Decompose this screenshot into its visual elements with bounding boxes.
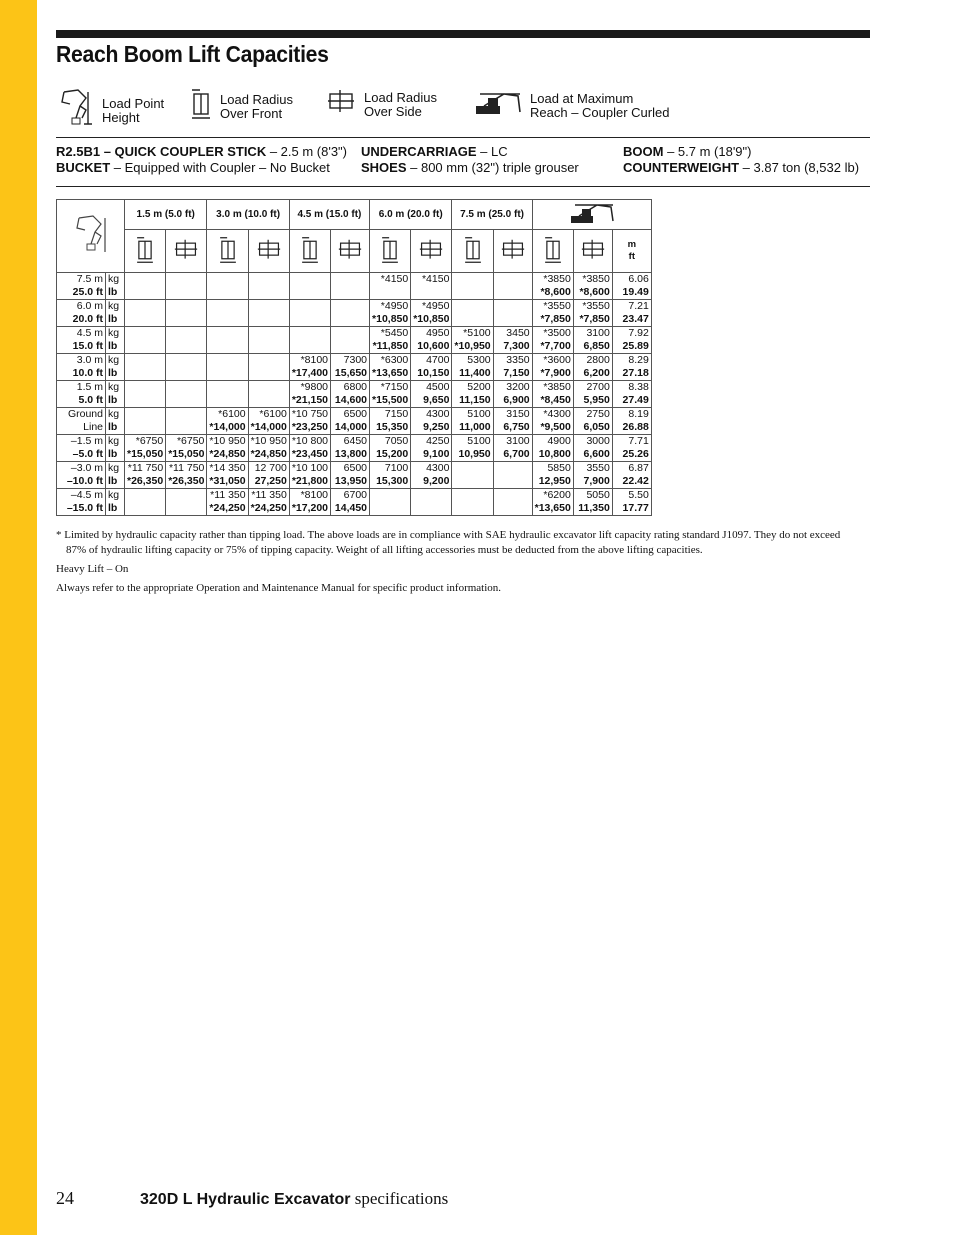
capacity-cell: 7150 15,350 [370,408,411,435]
unit-label: kg lb [106,381,125,408]
side-icon-col-4 [411,230,452,273]
capacity-cell [125,327,166,354]
load-at-maximum-reach-icon [474,88,522,123]
capacity-cell [166,489,207,516]
capacity-cell [125,300,166,327]
capacity-cell: 6.87 22.42 [612,462,651,489]
unit-label: kg lb [106,489,125,516]
capacity-cell [452,462,493,489]
capacity-cell: 4900 10,800 [532,435,573,462]
capacity-cell: 6450 13,800 [331,435,370,462]
side-icon-max-reach [573,230,612,273]
capacity-cell: 4500 9,650 [411,381,452,408]
unit-label: kg lb [106,354,125,381]
front-icon-col-3 [289,230,330,273]
reach-unit-header: m ft [612,230,651,273]
capacity-cell: 7.71 25.26 [612,435,651,462]
top-rule [56,30,870,38]
side-icon-col-2 [248,230,289,273]
legend-item-max-reach: Load at Maximum Reach – Coupler Curled [474,88,669,123]
table-row [57,408,652,435]
load-radius-over-front-icon [190,88,212,125]
capacity-cell: *3850 *8,450 [532,381,573,408]
capacity-cell: *10 100 *21,800 [289,462,330,489]
capacity-cell: 8.19 26.88 [612,408,651,435]
capacity-cell [493,462,532,489]
load-radius-over-side-icon [326,88,356,121]
capacity-cell: 5100 10,950 [452,435,493,462]
capacity-cell: 3100 6,700 [493,435,532,462]
radius-header-2: 3.0 m (10.0 ft) [207,200,289,230]
capacity-cell: 6700 14,450 [331,489,370,516]
capacity-cell: *10 800 *23,450 [289,435,330,462]
capacity-cell: *3850 *8,600 [573,273,612,300]
capacity-cell: *6750 *15,050 [125,435,166,462]
legend [56,88,870,136]
note-manual: Always refer to the appropriate Operation and Maintenance Manual for specific product information. [56,582,502,594]
capacity-cell: *5100 *10,950 [452,327,493,354]
capacity-cell [452,300,493,327]
capacity-cell [166,408,207,435]
load-point-height-icon [58,88,94,133]
capacity-cell: 7050 15,200 [370,435,411,462]
capacity-cell [370,489,411,516]
table-row [57,435,652,462]
capacity-cell: 5100 11,000 [452,408,493,435]
capacity-cell: 12 700 27,250 [248,462,289,489]
capacity-cell: 5.50 17.77 [612,489,651,516]
table-row [57,300,652,327]
front-icon-col-2 [207,230,248,273]
spec-boom-counterweight: BOOM – 5.7 m (18'9") COUNTERWEIGHT – 3.87 ton (8,532 lb) [623,144,860,175]
capacity-cell: *14 350 *31,050 [207,462,248,489]
capacity-cell: 2700 5,950 [573,381,612,408]
capacity-cell: 3100 6,850 [573,327,612,354]
capacity-cell: 6.06 19.49 [612,273,651,300]
unit-label: kg lb [106,435,125,462]
specs-rule [56,186,870,187]
capacity-cell [331,327,370,354]
capacity-cell: 3550 7,900 [573,462,612,489]
capacity-cell [493,273,532,300]
legend-item-radius-front: Load Radius Over Front [190,88,293,125]
capacity-cell [493,489,532,516]
capacity-cell: 5050 11,350 [573,489,612,516]
table-row [57,327,652,354]
capacity-cell: *3550 *7,850 [532,300,573,327]
height-label: –3.0 m –10.0 ft [57,462,106,489]
unit-label: kg lb [106,408,125,435]
capacity-cell [289,327,330,354]
table-row [57,381,652,408]
capacity-cell: *6300 *13,650 [370,354,411,381]
notes [56,528,856,600]
note-hydraulic-capacity: * Limited by hydraulic capacity rather than tipping load. The above loads are in compliance with SAE hydraulic excavator lift capacity rating standard J1097. They do not exceed 87% of hydraulic lifting capacity or 75% of tipping capacity. Weight of all lifting accessories must be deducted from the above lifting capacities. [56,529,841,556]
height-label: Ground Line [57,408,106,435]
capacity-cell [125,354,166,381]
height-label: 3.0 m 10.0 ft [57,354,106,381]
capacity-cell: 5850 12,950 [532,462,573,489]
radius-header-1: 1.5 m (5.0 ft) [125,200,207,230]
radius-header-3: 4.5 m (15.0 ft) [289,200,369,230]
unit-label: kg lb [106,327,125,354]
capacity-cell [125,381,166,408]
capacity-cell [248,354,289,381]
capacity-cell: 7300 15,650 [331,354,370,381]
capacity-cell: 7.92 25.89 [612,327,651,354]
table-row [57,462,652,489]
capacity-cell: *10 750 *23,250 [289,408,330,435]
radius-header-4: 6.0 m (20.0 ft) [370,200,452,230]
unit-label: kg lb [106,462,125,489]
capacity-cell: 3150 6,750 [493,408,532,435]
capacity-cell: 4950 10,600 [411,327,452,354]
table-row [57,273,652,300]
capacity-cell [207,300,248,327]
capacity-cell: 5300 11,400 [452,354,493,381]
capacity-cell: *7150 *15,500 [370,381,411,408]
capacity-cell: *11 350 *24,250 [207,489,248,516]
radius-header-5: 7.5 m (25.0 ft) [452,200,532,230]
capacity-cell [166,354,207,381]
capacity-cell: 3000 6,600 [573,435,612,462]
side-icon-col-5 [493,230,532,273]
capacity-cell: *5450 *11,850 [370,327,411,354]
capacity-cell: *4950 *10,850 [370,300,411,327]
table-row [57,354,652,381]
capacity-cell: *3850 *8,600 [532,273,573,300]
capacity-cell: *3500 *7,700 [532,327,573,354]
capacity-cell: 4300 9,250 [411,408,452,435]
capacity-cell [125,273,166,300]
spec-undercarriage-shoes: UNDERCARRIAGE – LC SHOES – 800 mm (32") triple grouser [361,144,579,175]
yellow-side-bar [0,0,37,1235]
height-label: 1.5 m 5.0 ft [57,381,106,408]
capacity-cell: *4150 [411,273,452,300]
capacity-cell: 7.21 23.47 [612,300,651,327]
capacity-cell [125,489,166,516]
capacity-cell: *11 750 *26,350 [166,462,207,489]
capacity-cell [411,489,452,516]
lift-capacity-table [56,199,652,516]
legend-item-radius-side: Load Radius Over Side [326,88,437,121]
capacity-cell [166,327,207,354]
capacity-cell: 3450 7,300 [493,327,532,354]
front-icon-col-5 [452,230,493,273]
capacity-cell [166,381,207,408]
capacity-cell: 6800 14,600 [331,381,370,408]
capacity-cell: 4250 9,100 [411,435,452,462]
capacity-cell: 7100 15,300 [370,462,411,489]
capacity-cell: 5200 11,150 [452,381,493,408]
capacity-cell [289,300,330,327]
capacity-cell: *6100 *14,000 [207,408,248,435]
page-number: 24 [56,1188,74,1208]
capacity-cell: *4950 *10,850 [411,300,452,327]
footer-title: 320D L Hydraulic Excavator specifications [140,1189,449,1208]
table-row [57,489,652,516]
capacity-cell: 3350 7,150 [493,354,532,381]
capacity-cell: *11 750 *26,350 [125,462,166,489]
load-point-height-header-icon [57,200,125,273]
capacity-cell [207,327,248,354]
capacity-cell [331,300,370,327]
capacity-cell [166,273,207,300]
capacity-cell: *3550 *7,850 [573,300,612,327]
capacity-cell [166,300,207,327]
capacity-cell [207,354,248,381]
capacity-cell: *11 350 *24,250 [248,489,289,516]
capacity-cell [248,300,289,327]
capacity-cell: *8100 *17,400 [289,354,330,381]
capacity-cell: *8100 *17,200 [289,489,330,516]
capacity-cell: *10 950 *24,850 [248,435,289,462]
max-reach-header-icon [532,200,651,230]
height-label: 4.5 m 15.0 ft [57,327,106,354]
capacity-cell: 8.29 27.18 [612,354,651,381]
side-icon-col-3 [331,230,370,273]
legend-rule [56,137,870,138]
height-label: 7.5 m 25.0 ft [57,273,106,300]
capacity-cell [207,381,248,408]
capacity-cell: *3600 *7,900 [532,354,573,381]
height-label: –4.5 m –15.0 ft [57,489,106,516]
capacity-cell: *9800 *21,150 [289,381,330,408]
capacity-cell [248,327,289,354]
note-heavy-lift: Heavy Lift – On [56,563,129,575]
capacity-cell: 4700 10,150 [411,354,452,381]
capacity-cell: *6750 *15,050 [166,435,207,462]
capacity-cell [452,273,493,300]
capacity-cell [248,381,289,408]
front-icon-col-4 [370,230,411,273]
capacity-cell [207,273,248,300]
capacity-cell: 6500 13,950 [331,462,370,489]
legend-item-load-point-height: Load Point Height [58,88,164,133]
capacity-cell [493,300,532,327]
front-icon-max-reach [532,230,573,273]
capacity-cell: *10 950 *24,850 [207,435,248,462]
capacity-cell: *4300 *9,500 [532,408,573,435]
capacity-cell [248,273,289,300]
capacity-cell: 8.38 27.49 [612,381,651,408]
capacity-cell: 2800 6,200 [573,354,612,381]
capacity-cell [289,273,330,300]
capacity-cell: *6200 *13,650 [532,489,573,516]
capacity-cell: 4300 9,200 [411,462,452,489]
footer [56,1188,449,1209]
unit-label: kg lb [106,300,125,327]
capacity-cell: 2750 6,050 [573,408,612,435]
front-icon-col-1 [125,230,166,273]
height-label: –1.5 m –5.0 ft [57,435,106,462]
capacity-cell [452,489,493,516]
capacity-cell: 3200 6,900 [493,381,532,408]
height-label: 6.0 m 20.0 ft [57,300,106,327]
capacity-cell [125,408,166,435]
capacity-cell: *6100 *14,000 [248,408,289,435]
unit-label: kg lb [106,273,125,300]
capacity-cell [331,273,370,300]
capacity-cell: *4150 [370,273,411,300]
spec-stick-bucket: R2.5B1 – QUICK COUPLER STICK – 2.5 m (8'3") BUCKET – Equipped with Coupler – No Bucket [56,144,347,175]
capacity-cell: 6500 14,000 [331,408,370,435]
side-icon-col-1 [166,230,207,273]
page-title: Reach Boom Lift Capacities [56,41,329,67]
